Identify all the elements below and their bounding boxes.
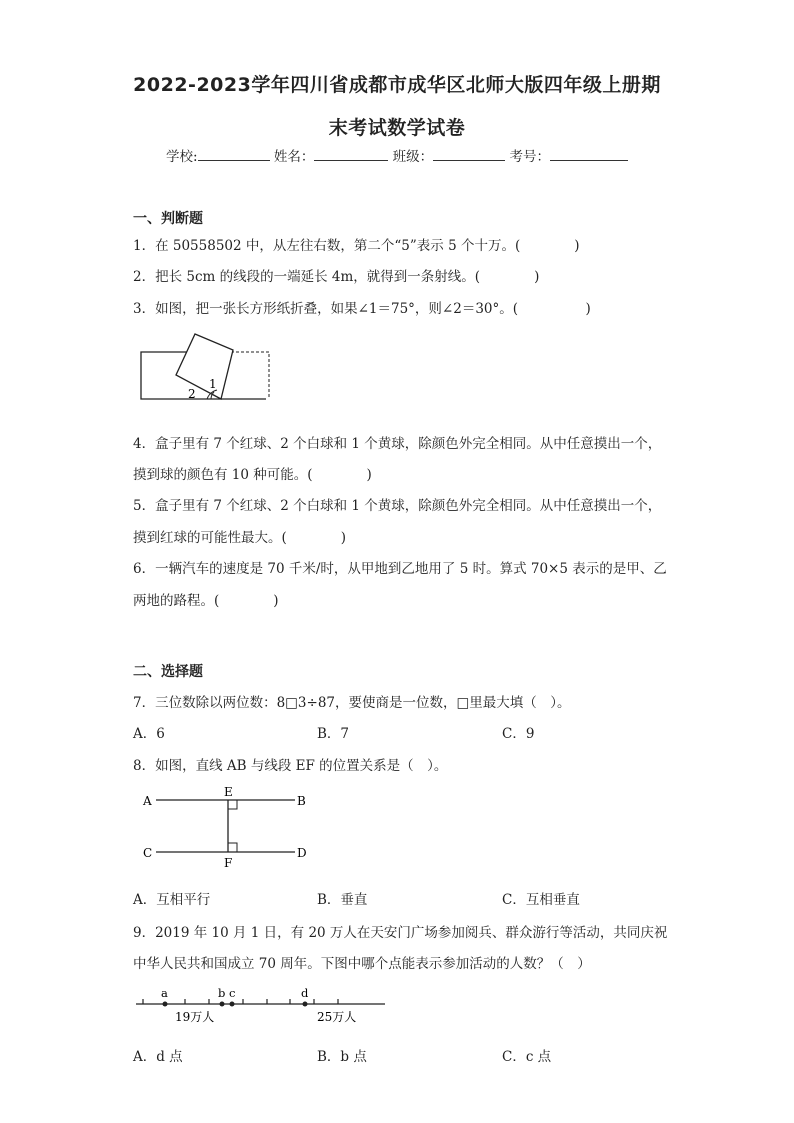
point-c-label: c bbox=[229, 986, 236, 1000]
folded-paper-figure bbox=[138, 332, 278, 404]
question-4-line2: 摸到球的颜色有 10 种可能。( ) bbox=[133, 467, 372, 483]
point-d bbox=[303, 1002, 308, 1007]
school-blank[interactable] bbox=[198, 146, 270, 161]
right-angle-mark-bottom bbox=[228, 843, 237, 852]
q7-option-b[interactable]: B．7 bbox=[317, 726, 350, 742]
question-7: 7．三位数除以两位数：8□3÷87，要使商是一位数，□里最大填（ ）。 bbox=[133, 695, 571, 711]
question-5-line2: 摸到红球的可能性最大。( ) bbox=[133, 530, 347, 546]
label-a: A bbox=[143, 794, 152, 808]
section-heading-choice: 二、选择题 bbox=[133, 664, 203, 680]
point-b bbox=[220, 1002, 225, 1007]
q8-option-c[interactable]: C．互相垂直 bbox=[502, 892, 580, 908]
label-f: F bbox=[224, 856, 233, 870]
point-a bbox=[163, 1002, 168, 1007]
question-1: 1．在 50558502 中，从左往右数，第二个“5”表示 5 个十万。( ) bbox=[133, 238, 580, 254]
name-blank[interactable] bbox=[314, 146, 388, 161]
student-info-line bbox=[0, 145, 794, 165]
tick-label-19: 19万人 bbox=[175, 1010, 215, 1024]
class-blank[interactable] bbox=[433, 146, 505, 161]
label-c: C bbox=[143, 846, 153, 860]
question-9-line2: 中华人民共和国成立 70 周年。下图中哪个点能表示参加活动的人数？（ ） bbox=[133, 956, 591, 972]
question-4-line1: 4．盒子里有 7 个红球、2 个白球和 1 个黄球，除颜色外完全相同。从中任意摸出一个， bbox=[133, 436, 662, 452]
label-d: D bbox=[297, 846, 307, 860]
tick-label-25: 25万人 bbox=[317, 1010, 357, 1024]
number-blank[interactable] bbox=[550, 146, 628, 161]
point-d-label: d bbox=[301, 986, 309, 1000]
angle-1-label: 1 bbox=[209, 377, 217, 391]
question-6-line2: 两地的路程。( ) bbox=[133, 593, 279, 609]
point-c bbox=[230, 1002, 235, 1007]
question-5-line1: 5．盒子里有 7 个红球、2 个白球和 1 个黄球，除颜色外完全相同。从中任意摸出一个， bbox=[133, 498, 662, 514]
school-label: 学校: bbox=[166, 149, 198, 165]
class-label: 班级： bbox=[392, 149, 434, 165]
q9-option-a[interactable]: A．d 点 bbox=[133, 1049, 183, 1065]
q9-option-c[interactable]: C．c 点 bbox=[502, 1049, 552, 1065]
name-label: 姓名： bbox=[273, 149, 315, 165]
number-line-figure bbox=[130, 982, 392, 1028]
question-2: 2．把长 5cm 的线段的一端延长 4m，就得到一条射线。( ) bbox=[133, 269, 540, 285]
q8-option-b[interactable]: B．垂直 bbox=[317, 892, 368, 908]
exam-title-line2: 末考试数学试卷 bbox=[328, 117, 466, 139]
section-heading-judgement: 一、判断题 bbox=[133, 211, 203, 227]
question-8: 8．如图，直线 AB 与线段 EF 的位置关系是（ ）。 bbox=[133, 758, 448, 774]
label-b: B bbox=[297, 794, 306, 808]
exam-title-line1: 2022-2023学年四川省成都市成华区北师大版四年级上册期 bbox=[133, 74, 661, 96]
q8-option-a[interactable]: A．互相平行 bbox=[133, 892, 211, 908]
question-3: 3．如图，把一张长方形纸折叠，如果∠1＝75°，则∠2＝30°。( ) bbox=[133, 301, 591, 317]
right-angle-mark-top bbox=[228, 800, 237, 809]
q7-option-c[interactable]: C．9 bbox=[502, 726, 535, 742]
folded-flap bbox=[176, 334, 233, 399]
question-9-line1: 9．2019 年 10 月 1 日，有 20 万人在天安门广场参加阅兵、群众游行等活动，共同庆祝 bbox=[133, 925, 668, 941]
label-e: E bbox=[224, 785, 233, 799]
point-a-label: a bbox=[161, 986, 168, 1000]
rectangle-dashed-edge bbox=[231, 352, 269, 399]
number-line-ticks bbox=[143, 999, 338, 1004]
number-label: 考号： bbox=[509, 149, 550, 165]
parallel-lines-figure bbox=[138, 782, 318, 872]
question-6-line1: 6．一辆汽车的速度是 70 千米/时，从甲地到乙地用了 5 时。算式 70×5 表示的是甲、乙 bbox=[133, 561, 667, 577]
q9-option-b[interactable]: B．b 点 bbox=[317, 1049, 367, 1065]
q7-option-a[interactable]: A．6 bbox=[133, 726, 165, 742]
point-b-label: b bbox=[218, 986, 226, 1000]
angle-2-label: 2 bbox=[188, 387, 196, 401]
